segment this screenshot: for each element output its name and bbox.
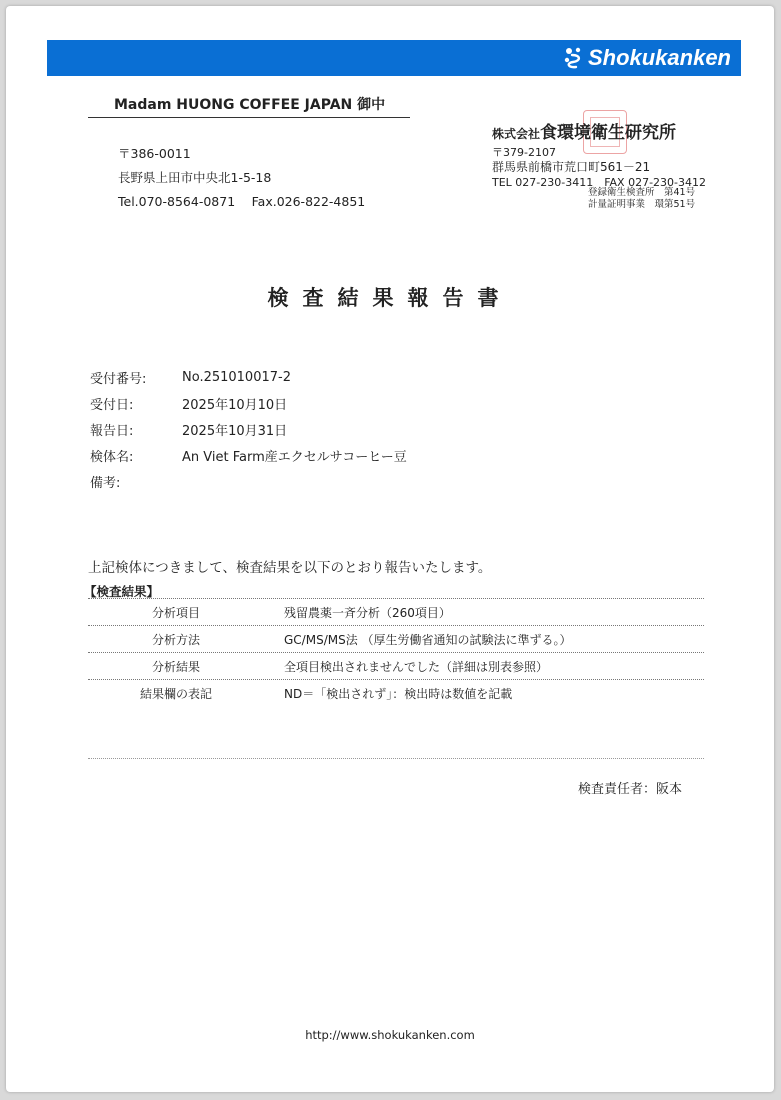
results-value: 全項目検出されませんでした（詳細は別表参照） [284, 659, 549, 674]
brand-mark-icon [563, 46, 585, 70]
lab-contact: TEL 027-230-3411 FAX 027-230-3412 [492, 176, 707, 189]
results-value: GC/MS/MS法 （厚生労働省通知の試験法に準ずる。） [284, 632, 572, 647]
results-value: ND＝「検出されず」：検出時は数値を記載 [284, 686, 513, 701]
meta-row [90, 468, 407, 494]
results-label: 分析結果 [151, 659, 200, 674]
meta-row [90, 442, 407, 468]
recipient-name: Madam HUONG COFFEE JAPAN 御中 [88, 94, 410, 118]
results-table [88, 598, 704, 706]
lab-prefix: 株式会社 [492, 127, 541, 141]
results-row [88, 680, 704, 706]
client-contact: Tel.070-8564-0871 Fax.026-822-4851 [118, 194, 366, 209]
meta-row [90, 390, 407, 416]
client-address: 長野県上田市中央北1-5-18 [118, 170, 272, 185]
lab-reg-2: 計量証明事業 環第51号 [588, 199, 696, 210]
results-label: 結果欄の表記 [139, 686, 212, 701]
results-row [88, 626, 704, 653]
results-row [88, 599, 704, 626]
meta-label: 備考: [90, 475, 121, 491]
results-value: 残留農薬一斉分析（260項目） [284, 605, 451, 620]
meta-row [90, 416, 407, 442]
lab-reg-1: 登録衛生検査所 第41号 [588, 187, 696, 198]
meta-label: 受付番号: [90, 371, 147, 387]
meta-value: 2025年10月31日 [182, 423, 288, 439]
results-row [88, 653, 704, 680]
lab-name-text: 食環境衛生研究所 [540, 123, 677, 143]
meta-value: No.251010017-2 [182, 369, 291, 385]
meta-value: An Viet Farm産エクセルサコーヒー豆 [182, 449, 407, 465]
brand-logo [563, 44, 731, 72]
lab-registration [588, 187, 695, 211]
results-label: 分析方法 [151, 632, 200, 647]
results-heading: 【検査結果】 [84, 584, 160, 599]
inspector-name: 検査責任者：阪本 [577, 782, 682, 797]
meta-label: 検体名: [90, 449, 134, 465]
meta-label: 報告日: [90, 423, 134, 439]
report-page [6, 6, 774, 1092]
report-title: 検査結果報告書 [267, 286, 513, 310]
divider [88, 758, 704, 759]
footer-url[interactable]: http://www.shokukanken.com [305, 1028, 475, 1042]
meta-value: 2025年10月10日 [182, 397, 288, 413]
report-meta [90, 364, 407, 494]
brand-name: Shokukanken [587, 45, 731, 70]
client-info [118, 142, 365, 214]
header-banner [47, 40, 741, 76]
meta-row [90, 364, 407, 390]
lab-name [492, 122, 706, 145]
client-postal: 〒386-0011 [118, 146, 191, 161]
lab-info [492, 122, 706, 190]
lab-postal: 〒379-2107 [492, 146, 556, 159]
results-label: 分析項目 [151, 605, 200, 620]
meta-label: 受付日: [90, 397, 134, 413]
lab-address: 群馬県前橋市荒口町561－21 [492, 160, 651, 174]
intro-text: 上記検体につきまして、検査結果を以下のとおり報告いたします。 [88, 560, 492, 576]
